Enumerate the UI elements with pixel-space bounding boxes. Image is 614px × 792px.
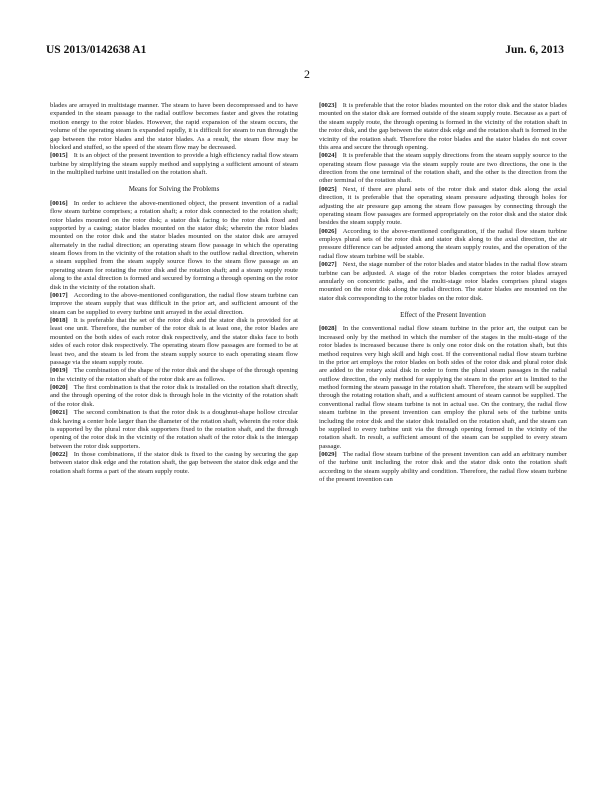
paragraph-number: [0022] xyxy=(50,451,68,458)
right-column xyxy=(319,102,567,485)
paragraph xyxy=(50,292,298,317)
paragraph-text: In those combinations, if the stator disk is fixed to the casing by securing the gap between stator disk edge and the rotation shaft, the gap between the stator disk edge and the rotation shaft forms a part of the steam supply route. xyxy=(50,451,298,475)
publication-date: Jun. 6, 2013 xyxy=(505,44,564,56)
paragraph xyxy=(50,367,298,384)
paragraph-number: [0021] xyxy=(50,409,68,417)
paragraph-text: According to the above-mentioned configuration, if the radial flow steam turbine employs plural sets of the rotor disk and stator disk along to the axial direction, the air pressure difference can be adjusted among the steam supply routes, and the operation of the radial flow steam turbine will be stable. xyxy=(319,227,567,260)
paragraph xyxy=(50,451,298,476)
paragraph xyxy=(319,228,567,262)
paragraph-number: [0028] xyxy=(319,325,337,333)
paragraph-number: [0027] xyxy=(319,261,337,269)
paragraph-continuation: blades are arrayed in multistage manner. The steam to have been decompressed and to have expanded in the steam passage to the radial outflow becomes faster and gives the rotating motion energy to the rotor blades. However, the rapid expansion of the steam occurs, the volume of the operating steam is expanded rapidly, it is difficult for steam to run through the gap between the rotor blades and the stator blades. As a result, the steam flow may be blocked and stuffed, so the speed of the steam flow may be decreased. xyxy=(50,102,298,151)
paragraph-number: [0019] xyxy=(50,367,68,375)
page-number: 2 xyxy=(304,67,310,81)
paragraph-text: The radial flow steam turbine of the present invention can add an arbitrary number of the turbine unit including the rotor disk and the stator disk onto the rotation shaft according to the steam supply ability and condition. Therefore, the radial flow steam turbine of the present invention can xyxy=(319,451,567,484)
paragraph-number: [0016] xyxy=(50,199,68,207)
paragraph-text: The combination of the shape of the rotor disk and the shape of the through opening in the vicinity of the rotation shaft of the rotor disk are as follows. xyxy=(50,367,298,383)
paragraph-text: Next, if there are plural sets of the rotor disk and stator disk along the axial direction, it is preferable that the operating steam pressure adjusting through holes for adjusting the air pressure gap among the steam flow passages by connecting through the operating steam flow passages are formed appropriately on the rotor disk and the stator disk besides the steam supply route. xyxy=(319,185,567,227)
paragraph xyxy=(50,200,298,292)
paragraph-text: It is preferable that the set of the rotor disk and the stator disk is provided for at least one unit. Therefore, the number of the rotor disk is at least one, the rotor blades are mounted on the both sides of each rotor disk respectively, and the stator disks face to both sides of each rotor disk respectively. The operating steam flow passages are formed to be at least two, and the steam is led from the steam supply source to each operating steam flow passage via the steam supply route. xyxy=(50,317,298,366)
section-heading: Effect of the Present Invention xyxy=(400,311,486,319)
paragraph xyxy=(319,102,567,152)
paragraph-text: According to the above-mentioned configuration, the radial flow steam turbine can improve the steam supply that was difficult in the prior art, and sufficient amount of the steam can be supplied to every turbine unit arrayed in the axial direction. xyxy=(50,291,298,316)
paragraph xyxy=(50,409,298,451)
paragraph-number: [0029] xyxy=(319,451,337,458)
paragraph xyxy=(50,317,298,367)
paragraph-number: [0018] xyxy=(50,317,68,324)
paragraph-number: [0020] xyxy=(50,384,68,391)
paragraph-text: It is preferable that the rotor blades mounted on the rotor disk and the stator blades mounted on the stator disk are formed outside of the steam supply route. Because as a part of the steam supply route, the through opening is formed in the vicinity of the rotation shaft in the rotor disk, and the gap between the stator disk edge and the rotation shaft is formed in the vicinity of the rotation shaft. Therefore the rotor blades and the stator blades do not cover this area and secure the through opening. xyxy=(319,102,567,151)
paragraph-text: The second combination is that the rotor disk is a doughnut-shape hollow circular disk having a center hole larger than the diameter of the rotation shaft, wherein the rotor disk is supported by the plural rotor disk supporters fixed to the rotation shaft, and the through opening of the rotor disk in the vicinity of the rotation shaft of the rotor disk is the intergap between the rotor disk supporters. xyxy=(50,409,298,450)
paragraph-number: [0017] xyxy=(50,291,68,299)
paragraph-number: [0026] xyxy=(319,227,337,235)
left-column xyxy=(50,102,298,476)
paragraph-number: [0015] xyxy=(50,152,68,160)
paragraph xyxy=(319,152,567,186)
publication-number: US 2013/0142638 A1 xyxy=(46,44,147,56)
paragraph-number: [0024] xyxy=(319,152,337,160)
paragraph xyxy=(50,152,298,177)
paragraph xyxy=(319,261,567,303)
paragraph-number: [0023] xyxy=(319,102,337,109)
paragraph-text: The first combination is that the rotor disk is installed on the rotation shaft directly, and the through opening of the rotor disk is through hole in the vicinity of the rotation shaft of the rotor disk. xyxy=(50,384,298,408)
section-heading: Means for Solving the Problems xyxy=(128,185,220,194)
paragraph-text: It is an object of the present invention to provide a high efficiency radial flow steam turbine by simplifying the steam supply method and supplying a sufficient amount of steam in the multiplied turbine unit installed on the rotation shaft. xyxy=(50,152,298,176)
paragraph xyxy=(319,451,567,485)
paragraph-text: In order to achieve the above-mentioned object, the present invention of a radial flow steam turbine comprises; a rotation shaft; a rotor disk connected to the rotation shaft; rotor blades mounted on the rotor disk; a stator disk facing to the rotor disk fixed and supported by a casing; stator blades mounted on the stator disk; wherein the rotor blades mounted on the rotor disk and the stator blades mounted on the stator disk are arrayed alternately in the radial direction; an operating steam flow passage in which the operating steam flows from in the vicinity of the rotation shaft to the outflow radial direction, wherein a steam supplied from the steam supply source flows to the steam flow passage as an operating steam for rotating the rotor disk and the rotation shaft; and a steam supply route along to the axial direction is formed and secured by forming a through opening on the rotor disk in the vicinity of the rotation shaft. xyxy=(50,199,298,291)
paragraph-number: [0025] xyxy=(319,185,337,193)
paragraph-text: It is preferable that the steam supply directions from the steam supply source to the operating steam flow passage via the steam supply route are two directions, the one is the direction from the one terminal of the rotation shaft, and the other is the direction from the other terminal of the rotation shaft. xyxy=(319,152,567,185)
paragraph-text: In the conventional radial flow steam turbine in the prior art, the output can be increased only by the method in which the number of the stages in the multi-stage of the rotor blades is increased because there is only one rotor disk on the rotation shaft, but this method requires very high skill and high cost. If the conventional radial flow steam turbine in the prior art employs the rotor blades on both sides of the rotor disk and plural rotor disk are added to the rotary axial disk in order to form the plural steam passages in the radial outflow direction, the only method for supplying the steam in the prior art is limited to the method forming the steam passage in the rotation shaft. Therefore, the steam will be supplied through the rotating rotation shaft, and a sufficient amount of steam cannot be supplied. The conventional radial flow steam turbine is not in actual use. On the contrary, the radial flow steam turbine in the present invention can employ the plural sets of the turbine units including the rotor disk and the stator disk installed on the rotation shaft, and the steam can be supplied to every turbine unit via the through opening formed in the vicinity of the rotation shaft. In result, a sufficient amount of the steam can be supplied to every steam passage. xyxy=(319,325,567,450)
paragraph-text: Next, the stage number of the rotor blades and stator blades in the radial flow steam turbine can be adjusted. A stage of the rotor blades comprises the rotor blades arrayed annularly on concentric paths, and the multi-stage rotor blades comprises plural stages mounted on the rotor disk along the radial direction. The stator blades are mounted on the stator disk corresponding to the rotor blades on the rotor disk. xyxy=(319,261,567,302)
paragraph xyxy=(319,325,567,451)
paragraph xyxy=(50,384,298,409)
paragraph xyxy=(319,186,567,228)
